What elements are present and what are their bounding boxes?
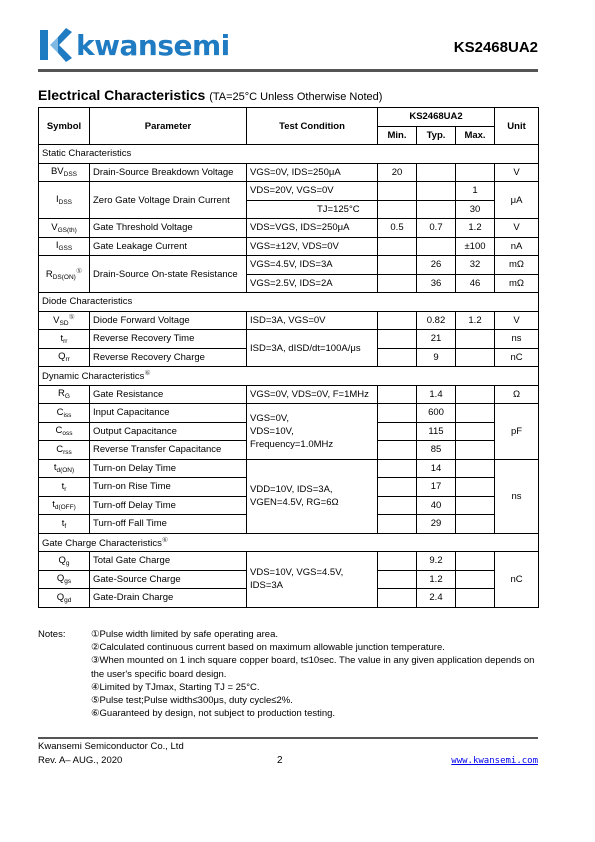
header-test-condition: Test Condition: [247, 108, 378, 145]
max-cell: [456, 478, 495, 497]
min-cell: [378, 256, 417, 275]
max-cell: 1.2: [456, 219, 495, 238]
unit-cell: nA: [495, 237, 539, 256]
typ-cell: [417, 182, 456, 201]
parameter-cell: Reverse Recovery Charge: [90, 348, 247, 367]
typ-cell: 26: [417, 256, 456, 275]
parameter-cell: Gate Resistance: [90, 385, 247, 404]
table-row: [39, 237, 539, 256]
min-cell: [378, 422, 417, 441]
unit-cell: pF: [495, 404, 539, 460]
max-cell: [456, 441, 495, 460]
symbol-cell: $R_{DS(ON)}^⑤$: [39, 256, 90, 293]
typ-cell: 36: [417, 274, 456, 293]
symbol-cell: $t_r$: [39, 478, 90, 497]
symbol-cell: $Q_{gs}$: [39, 570, 90, 589]
condition-cell: VGS=0V, VDS=0V, F=1MHz: [247, 385, 378, 404]
typ-cell: [417, 237, 456, 256]
note-item: ⑥Guaranteed by design, not subject to production testing.: [91, 708, 336, 720]
unit-cell: mΩ: [495, 256, 539, 275]
notes-list: [91, 628, 538, 720]
typ-cell: 21: [417, 330, 456, 349]
header-divider: [38, 69, 538, 72]
unit-cell: ns: [495, 459, 539, 533]
header-unit: Unit: [495, 108, 539, 145]
company-logo: [38, 26, 230, 64]
max-cell: [456, 348, 495, 367]
section-condition: (TA=25°C Unless Otherwise Noted): [209, 91, 383, 103]
min-cell: [378, 441, 417, 460]
symbol-cell: $I_{GSS}$: [39, 237, 90, 256]
parameter-cell: Turn-on Rise Time: [90, 478, 247, 497]
max-cell: 30: [456, 200, 495, 219]
section-row-static: Static Characteristics: [39, 145, 539, 164]
header-max: Max.: [456, 126, 495, 145]
min-cell: [378, 515, 417, 534]
max-cell: 46: [456, 274, 495, 293]
header-parameter: Parameter: [90, 108, 247, 145]
parameter-cell: Gate-Source Charge: [90, 570, 247, 589]
max-cell: [456, 515, 495, 534]
table-row: [39, 182, 539, 201]
symbol-cell: $t_{d(OFF)}$: [39, 496, 90, 515]
parameter-cell: Drain-Source Breakdown Voltage: [90, 163, 247, 182]
min-cell: [378, 459, 417, 478]
table-row: [39, 256, 539, 275]
min-cell: [378, 274, 417, 293]
part-number: KS2468UA2: [453, 39, 538, 56]
symbol-cell: $Q_{rr}$: [39, 348, 90, 367]
typ-cell: [417, 200, 456, 219]
parameter-cell: Reverse Recovery Time: [90, 330, 247, 349]
table-row: [39, 385, 539, 404]
typ-cell: 14: [417, 459, 456, 478]
parameter-cell: Turn-on Delay Time: [90, 459, 247, 478]
parameter-cell: Gate Leakage Current: [90, 237, 247, 256]
brand-name: kwansemi: [76, 28, 230, 62]
min-cell: [378, 182, 417, 201]
max-cell: [456, 385, 495, 404]
condition-cell: VGS=±12V, VDS=0V: [247, 237, 378, 256]
typ-cell: 17: [417, 478, 456, 497]
table-row: [39, 163, 539, 182]
parameter-cell: Input Capacitance: [90, 404, 247, 423]
symbol-cell: $BV_{DSS}$: [39, 163, 90, 182]
note-item: ①Pulse width limited by safe operating area.: [91, 629, 279, 640]
max-cell: [456, 422, 495, 441]
min-cell: [378, 237, 417, 256]
condition-cell: VGS=0V, IDS=250μA: [247, 163, 378, 182]
symbol-cell: $C_{oss}$: [39, 422, 90, 441]
symbol-cell: $C_{iss}$: [39, 404, 90, 423]
parameter-cell: Total Gate Charge: [90, 552, 247, 571]
section-title: [38, 87, 382, 103]
typ-cell: 0.82: [417, 311, 456, 330]
min-cell: [378, 570, 417, 589]
typ-cell: 40: [417, 496, 456, 515]
parameter-cell: Output Capacitance: [90, 422, 247, 441]
max-cell: [456, 496, 495, 515]
min-cell: [378, 552, 417, 571]
unit-cell: μA: [495, 182, 539, 219]
page-header: [38, 22, 538, 70]
max-cell: [456, 459, 495, 478]
parameter-cell: Gate Threshold Voltage: [90, 219, 247, 238]
header-min: Min.: [378, 126, 417, 145]
footer-divider: [38, 737, 538, 739]
unit-cell: V: [495, 163, 539, 182]
parameter-cell: Drain-Source On-state Resistance: [90, 256, 247, 293]
condition-cell: VDS=20V, VGS=0V: [247, 182, 378, 201]
parameter-cell: Turn-off Delay Time: [90, 496, 247, 515]
parameter-cell: Turn-off Fall Time: [90, 515, 247, 534]
condition-cell: VDS=10V, VGS=4.5V, IDS=3A: [247, 552, 378, 608]
condition-cell: VGS=2.5V, IDS=2A: [247, 274, 378, 293]
max-cell: [456, 404, 495, 423]
typ-cell: 29: [417, 515, 456, 534]
min-cell: [378, 478, 417, 497]
symbol-cell: $t_{d(ON)}$: [39, 459, 90, 478]
symbol-cell: $t_f$: [39, 515, 90, 534]
symbol-cell: $Q_{gd}$: [39, 589, 90, 608]
symbol-cell: $V_{SD}^⑤$: [39, 311, 90, 330]
header-typ: Typ.: [417, 126, 456, 145]
min-cell: [378, 348, 417, 367]
table-row: [39, 311, 539, 330]
max-cell: 1: [456, 182, 495, 201]
min-cell: [378, 385, 417, 404]
condition-cell: VGS=4.5V, IDS=3A: [247, 256, 378, 275]
table-header-row: [39, 108, 539, 127]
table-row: [39, 219, 539, 238]
min-cell: [378, 200, 417, 219]
typ-cell: 9.2: [417, 552, 456, 571]
kwansemi-logo-icon: [38, 26, 72, 64]
min-cell: [378, 330, 417, 349]
max-cell: [456, 570, 495, 589]
typ-cell: 1.4: [417, 385, 456, 404]
section-row-diode: Diode Characteristics: [39, 293, 539, 312]
symbol-cell: $I_{DSS}$: [39, 182, 90, 219]
footer-company: Kwansemi Semiconductor Co., Ltd: [38, 741, 184, 752]
unit-cell: Ω: [495, 385, 539, 404]
notes-label: Notes:: [38, 629, 66, 640]
typ-cell: [417, 163, 456, 182]
symbol-cell: $Q_g$: [39, 552, 90, 571]
condition-cell: VDD=10V, IDS=3A, VGEN=4.5V, RG=6Ω: [247, 459, 378, 533]
typ-cell: 1.2: [417, 570, 456, 589]
note-item: ④Limited by TJmax, Starting TJ = 25°C.: [91, 681, 260, 693]
unit-cell: mΩ: [495, 274, 539, 293]
table-row: [39, 404, 539, 423]
min-cell: 20: [378, 163, 417, 182]
condition-cell: VDS=VGS, IDS=250μA: [247, 219, 378, 238]
max-cell: [456, 552, 495, 571]
max-cell: 32: [456, 256, 495, 275]
parameter-cell: Reverse Transfer Capacitance: [90, 441, 247, 460]
typ-cell: 85: [417, 441, 456, 460]
table-row: [39, 459, 539, 478]
unit-cell: V: [495, 219, 539, 238]
parameter-cell: Gate-Drain Charge: [90, 589, 247, 608]
website-link[interactable]: www.kwansemi.com: [451, 756, 538, 766]
min-cell: [378, 496, 417, 515]
header-symbol: Symbol: [39, 108, 90, 145]
max-cell: 1.2: [456, 311, 495, 330]
table-row: [39, 552, 539, 571]
footer-revision: Rev. A– AUG., 2020: [38, 755, 123, 766]
min-cell: [378, 589, 417, 608]
max-cell: [456, 330, 495, 349]
note-item: ⑤Pulse test;Pulse width≤300μs, duty cycle≤2%.: [91, 695, 293, 707]
note-item: ③When mounted on 1 inch square copper board, t≤10sec. The value in any given application depends on the user's specific board design.: [91, 655, 535, 680]
unit-cell: ns: [495, 330, 539, 349]
max-cell: [456, 589, 495, 608]
parameter-cell: Zero Gate Voltage Drain Current: [90, 182, 247, 219]
condition-cell: ISD=3A, dISD/dt=100A/μs: [247, 330, 378, 367]
page-number: 2: [277, 755, 283, 766]
section-title-text: Electrical Characteristics: [38, 87, 206, 103]
max-cell: ±100: [456, 237, 495, 256]
symbol-cell: $V_{GS(th)}$: [39, 219, 90, 238]
header-part: KS2468UA2: [378, 108, 495, 127]
note-item: ②Calculated continuous current based on maximum allowable junction temperature.: [91, 642, 445, 654]
section-row-dynamic: Dynamic Characteristics⑥: [39, 367, 539, 386]
typ-cell: 600: [417, 404, 456, 423]
typ-cell: 9: [417, 348, 456, 367]
electrical-characteristics-table: [38, 107, 539, 608]
unit-cell: V: [495, 311, 539, 330]
min-cell: 0.5: [378, 219, 417, 238]
condition-cell: TJ=125°C: [247, 200, 378, 219]
symbol-cell: $C_{rss}$: [39, 441, 90, 460]
typ-cell: 0.7: [417, 219, 456, 238]
symbol-cell: $R_G$: [39, 385, 90, 404]
min-cell: [378, 404, 417, 423]
typ-cell: 115: [417, 422, 456, 441]
condition-cell: VGS=0V, VDS=10V, Frequency=1.0MHz: [247, 404, 378, 460]
condition-cell: ISD=3A, VGS=0V: [247, 311, 378, 330]
max-cell: [456, 163, 495, 182]
unit-cell: nC: [495, 348, 539, 367]
table-row: [39, 330, 539, 349]
parameter-cell: Diode Forward Voltage: [90, 311, 247, 330]
typ-cell: 2.4: [417, 589, 456, 608]
symbol-cell: $t_{rr}$: [39, 330, 90, 349]
unit-cell: nC: [495, 552, 539, 608]
section-row-gate-charge: Gate Charge Characteristics⑥: [39, 533, 539, 552]
min-cell: [378, 311, 417, 330]
